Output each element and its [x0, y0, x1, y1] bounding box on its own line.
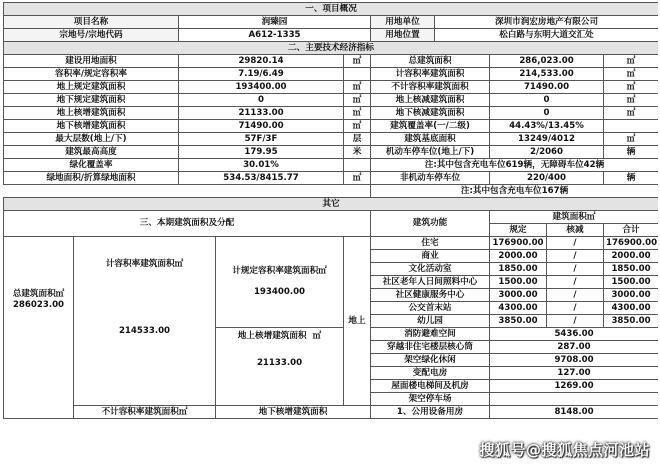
function-name: 屋面楼电梯间及机房 — [371, 380, 490, 393]
indicator-unit — [344, 68, 371, 81]
other-title: 其它 — [4, 198, 659, 211]
total-area: 1850.00 — [604, 263, 659, 276]
area-value: 5436.00 — [490, 328, 659, 341]
adjusted-area: / — [547, 276, 604, 289]
regular-area: 2000.00 — [490, 250, 547, 263]
regular-area: 1850.00 — [490, 263, 547, 276]
indicator-unit: ㎡ — [604, 68, 659, 81]
reg-area-cell — [216, 237, 344, 328]
col-regular: 规定 — [490, 224, 547, 237]
reg-area-value: 193400.00 — [253, 287, 306, 297]
indicator-value: 214,533.00 — [490, 68, 604, 81]
indicator-value: 179.95 — [179, 146, 344, 159]
far-area-cell — [74, 237, 216, 406]
indicator-unit: 米 — [344, 146, 371, 159]
col-total: 合计 — [604, 224, 659, 237]
sec1-row-2 — [4, 29, 659, 42]
far-area-value: 214533.00 — [118, 326, 171, 336]
parcel-label: 宗地号/宗地代码 — [4, 29, 179, 42]
area-value — [490, 393, 659, 406]
sec1-title: 一、项目概况 — [4, 3, 659, 16]
table-row — [4, 146, 659, 159]
indicator-value: 286,023.00 — [490, 55, 604, 68]
sec3-title: 三、本期建筑面积及分配 — [4, 211, 371, 237]
total-area-cell — [4, 237, 74, 419]
function-name: 文化活动室 — [371, 263, 490, 276]
project-name-label: 项目名称 — [4, 16, 179, 29]
sec3-rows — [4, 237, 659, 419]
indicator-unit: ㎡ — [604, 81, 659, 94]
function-name: 变配电房 — [371, 367, 490, 380]
indicator-label: 地下规定建筑面积 — [4, 94, 179, 107]
area-value: 127.00 — [490, 367, 659, 380]
indicator-value: 29820.14 — [179, 55, 344, 68]
sec2-header-row — [4, 42, 659, 55]
above-ground-label: 地上 — [344, 237, 371, 406]
function-name: 公交首末站 — [371, 302, 490, 315]
total-area: 2000.00 — [604, 250, 659, 263]
indicator-label: 容积率/规定容积率 — [4, 68, 179, 81]
sec2-rows — [4, 55, 659, 159]
indicator-label: 建设用地面积 — [4, 55, 179, 68]
indicator-unit: ㎡ — [604, 107, 659, 120]
function-name: 架空停车场 — [371, 393, 490, 406]
watermark: 搜狐号@搜狐焦点河池站 — [479, 441, 650, 459]
increase-area-label: 地上核增建筑面积 — [237, 331, 307, 341]
adjusted-area: / — [547, 289, 604, 302]
sec1-row-1 — [4, 16, 659, 29]
regular-area: 1500.00 — [490, 276, 547, 289]
indicator-unit: ㎡ — [344, 107, 371, 120]
total-area: 3850.00 — [604, 315, 659, 328]
bike-unit: 辆 — [604, 172, 659, 185]
indicator-value: 7.19/6.49 — [179, 68, 344, 81]
adjusted-area: / — [547, 315, 604, 328]
sec2-green-row — [4, 159, 659, 172]
col-adjust: 核减 — [547, 224, 604, 237]
sec2-bike-note-row — [4, 185, 659, 198]
sec2-green-area-row — [4, 172, 659, 185]
indicator-unit — [604, 120, 659, 133]
indicator-unit: ㎡ — [344, 55, 371, 68]
far-area-label: 计容积率建筑面积㎡ — [105, 259, 184, 269]
table-row — [4, 68, 659, 81]
regular-area: 3000.00 — [490, 289, 547, 302]
spec-sheet — [3, 2, 658, 464]
table-row — [4, 133, 659, 146]
table-row — [4, 406, 659, 419]
indicator-unit: 辆 — [604, 146, 659, 159]
total-area: 1500.00 — [604, 276, 659, 289]
table-row — [4, 237, 659, 250]
green-value: 30.01% — [179, 159, 344, 172]
total-area: 4300.00 — [604, 302, 659, 315]
indicator-value: 2/2060 — [490, 146, 604, 159]
adjusted-area: / — [547, 250, 604, 263]
sec3-header-row-1 — [4, 211, 659, 224]
bike-label: 非机动车停车位 — [371, 172, 490, 185]
area-value: 287.00 — [490, 341, 659, 354]
regular-area: 3850.00 — [490, 315, 547, 328]
indicator-value: 0 — [490, 94, 604, 107]
area-value: 1269.00 — [490, 380, 659, 393]
function-name: 架空绿化休闲 — [371, 354, 490, 367]
indicator-label: 机动车停车位(地上/下) — [371, 146, 490, 159]
green-area-value: 534.53/8415.77 — [179, 172, 344, 185]
land-unit-label: 用地单位 — [371, 16, 435, 29]
increase-area-cell — [216, 328, 344, 406]
table-row — [4, 107, 659, 120]
indicator-unit: ㎡ — [604, 55, 659, 68]
green-area-unit: ㎡ — [344, 172, 371, 185]
indicator-label: 地下核减建筑面积 — [371, 107, 490, 120]
parcel: A612-1335 — [179, 29, 371, 42]
indicator-label: 建筑最高高度 — [4, 146, 179, 159]
indicator-label: 总建筑面积 — [371, 55, 490, 68]
indicator-unit: ㎡ — [604, 94, 659, 107]
location-label: 用地位置 — [371, 29, 435, 42]
func-label: 建筑功能 — [371, 211, 490, 237]
indicator-label: 地上规定建筑面积 — [4, 81, 179, 94]
function-name: 商业 — [371, 250, 490, 263]
indicator-label: 地下核增建筑面积 — [4, 120, 179, 133]
indicator-label: 最大层数(地上/下) — [4, 133, 179, 146]
indicator-label: 建筑覆盖率(一/二级) — [371, 120, 490, 133]
area-value: 8148.00 — [490, 406, 659, 419]
indicator-value: 44.43%/13.45% — [490, 120, 604, 133]
function-name: 幼儿园 — [371, 315, 490, 328]
bike-value: 220/400 — [490, 172, 604, 185]
indicator-unit: ㎡ — [344, 120, 371, 133]
indicator-label: 地上核减建筑面积 — [371, 94, 490, 107]
project-spec-table — [3, 2, 658, 419]
indicator-value: 13249/4012 — [490, 133, 604, 146]
area-value: 9708.00 — [490, 354, 659, 367]
table-row — [4, 55, 659, 68]
other-header-row — [4, 198, 659, 211]
function-name: 住宅 — [371, 237, 490, 250]
total-area: 3000.00 — [604, 289, 659, 302]
area-label: 建筑面积㎡ — [490, 211, 659, 224]
indicator-value: 0 — [179, 94, 344, 107]
indicator-label: 建筑基底面积 — [371, 133, 490, 146]
indicator-value: 21133.00 — [179, 107, 344, 120]
sec2-title: 二、主要技术经济指标 — [4, 42, 659, 55]
indicator-unit: ㎡ — [344, 81, 371, 94]
indicator-value: 57F/3F — [179, 133, 344, 146]
charging-note: 注:其中包含充电车位619辆，无障碍车位42辆 — [371, 159, 659, 172]
land-unit: 深圳市润宏房地产有限公司 — [435, 16, 659, 29]
project-name: 润臻园 — [179, 16, 371, 29]
function-name: 社区老年人日间照料中心 — [371, 276, 490, 289]
table-row — [4, 94, 659, 107]
indicator-value: 71490.00 — [179, 120, 344, 133]
adjusted-area: / — [547, 302, 604, 315]
reg-area-label: 计规定容积率建筑面积㎡ — [232, 266, 327, 276]
underground-increase-label: 地下核增建筑面积 — [216, 406, 371, 419]
adjusted-area: / — [547, 263, 604, 276]
function-name: 社区健康服务中心 — [371, 289, 490, 302]
increase-area-unit: ㎡ — [312, 331, 322, 341]
sec1-header-row — [4, 3, 659, 16]
non-far-label: 不计容积率建筑面积㎡ — [74, 406, 216, 419]
bike-note: 注:其中包含充电车位167辆 — [371, 185, 659, 198]
function-name: 消防避难空间 — [371, 328, 490, 341]
indicator-value: 71490.00 — [490, 81, 604, 94]
indicator-unit: ㎡ — [344, 94, 371, 107]
indicator-value: 0 — [490, 107, 604, 120]
table-row — [4, 81, 659, 94]
green-label: 绿化覆盖率 — [4, 159, 179, 172]
function-name: 穿越非住宅楼层核心筒 — [371, 341, 490, 354]
adjusted-area: / — [547, 237, 604, 250]
total-area-label: 总建筑面积㎡ — [12, 289, 65, 299]
indicator-unit: ㎡ — [604, 133, 659, 146]
indicator-value: 193400.00 — [179, 81, 344, 94]
total-area: 176900.00 — [604, 237, 659, 250]
regular-area: 4300.00 — [490, 302, 547, 315]
indicator-label: 计容积率建筑面积 — [371, 68, 490, 81]
increase-area-value: 21133.00 — [256, 358, 303, 368]
table-row — [4, 120, 659, 133]
regular-area: 176900.00 — [490, 237, 547, 250]
indicator-label: 不计容积率建筑面积 — [371, 81, 490, 94]
location: 松白路与东明大道交汇处 — [435, 29, 659, 42]
indicator-label: 地上核增建筑面积 — [4, 107, 179, 120]
function-name: 1、公用设备用房 — [371, 406, 490, 419]
green-area-label: 绿地面积/折算绿地面积 — [4, 172, 179, 185]
indicator-unit: 层 — [344, 133, 371, 146]
total-area-value: 286023.00 — [12, 300, 65, 310]
